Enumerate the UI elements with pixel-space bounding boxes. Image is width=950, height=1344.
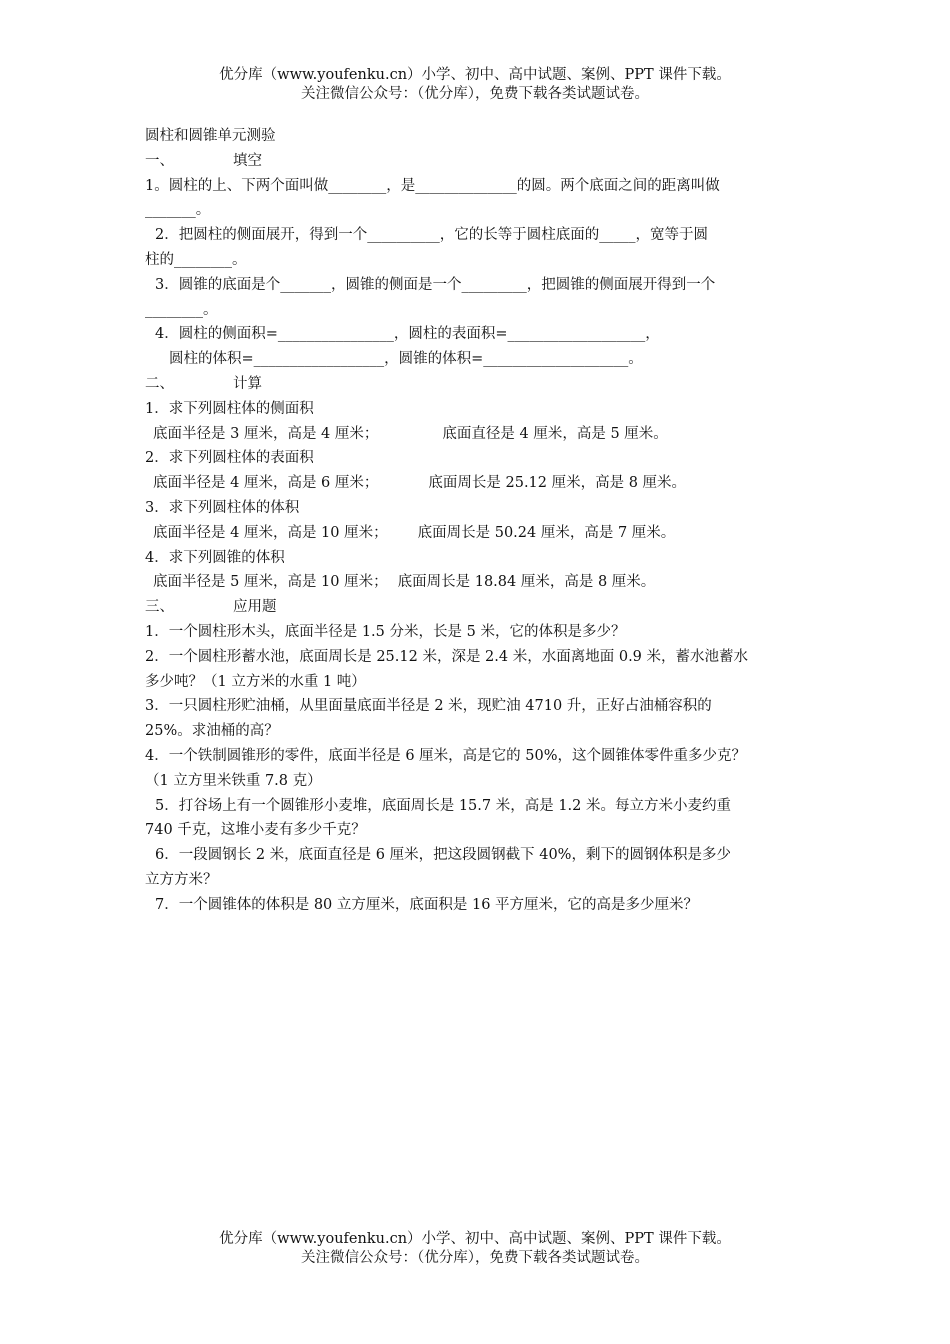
app-q2-line-2: 多少吨？（1 立方米的水重 1 吨） [145, 673, 366, 690]
fill-q1-line-2: _______。 [145, 202, 211, 219]
calc-q4-item-a: 底面半径是 5 厘米，高是 10 厘米； [153, 574, 388, 591]
section-1-label: 填空 [233, 152, 262, 169]
calc-q1-title: 1．求下列圆柱体的侧面积 [145, 400, 314, 417]
calc-q2-items [145, 471, 825, 496]
section-2-number: 二、 [145, 375, 174, 392]
page-header [0, 66, 950, 104]
footer-line-1: 优分库（www.youfenku.cn）小学、初中、高中试题、案例、PPT 课件下载。 [219, 1231, 731, 1247]
app-q3-line-2: 25%。求油桶的高？ [145, 723, 279, 740]
fill-q1-line-1: 1。圆柱的上、下两个面叫做________，是______________的圆。两个底面之间的距离叫做 [145, 177, 720, 194]
fill-q4-line-2: 圆柱的体积=__________________，圆锥的体积=____________________。 [169, 351, 643, 368]
section-1-number: 一、 [145, 152, 174, 169]
calc-q3-title: 3．求下列圆柱体的体积 [145, 499, 300, 516]
app-q7: 7．一个圆锥体的体积是 80 立方厘米，底面积是 16 平方厘米，它的高是多少厘米？ [155, 896, 699, 913]
section-2-label: 计算 [233, 375, 262, 392]
section-2-heading [145, 372, 825, 397]
section-3-number: 三、 [145, 599, 174, 616]
calc-q4-item-b: 底面周长是 18.84 厘米，高是 8 厘米。 [397, 574, 656, 591]
document-body [145, 124, 825, 918]
app-q5-line-1: 5．打谷场上有一个圆锥形小麦堆，底面周长是 15.7 米，高是 1.2 米。每立方米小麦约重 [155, 797, 732, 814]
page-footer [0, 1230, 950, 1268]
fill-q2-line-2: 柱的________。 [145, 251, 247, 268]
app-q4-line-2: （1 立方里米铁重 7.8 克） [145, 772, 322, 789]
document-title: 圆柱和圆锥单元测验 [145, 128, 276, 144]
calc-q4-title: 4．求下列圆锥的体积 [145, 549, 285, 566]
footer-line-2: 关注微信公众号：（优分库），免费下载各类试题试卷。 [301, 1250, 649, 1266]
app-q6-line-1: 6．一段圆钢长 2 米，底面直径是 6 厘米，把这段圆钢截下 40%，剩下的圆钢体积是多少 [155, 847, 731, 864]
header-line-2: 关注微信公众号：（优分库），免费下载各类试题试卷。 [301, 86, 649, 102]
app-q1: 1．一个圆柱形木头，底面半径是 1.5 分米，长是 5 米，它的体积是多少？ [145, 623, 626, 640]
calc-q4-items [145, 570, 825, 595]
app-q5-line-2: 740 千克，这堆小麦有多少千克？ [145, 822, 366, 839]
app-q2-line-1: 2．一个圆柱形蓄水池，底面周长是 25.12 米，深是 2.4 米，水面离地面 0.9 米，蓄水池蓄水 [145, 648, 749, 665]
app-q3-line-1: 3．一只圆柱形贮油桶，从里面量底面半径是 2 米，现贮油 4710 升，正好占油桶容积的 [145, 698, 712, 715]
calc-q1-items [145, 422, 825, 447]
calc-q1-item-a: 底面半径是 3 厘米，高是 4 厘米； [153, 425, 379, 442]
section-1-heading [145, 149, 825, 174]
fill-q4-line-1: 4．圆柱的侧面积=________________，圆柱的表面积=___________________， [155, 326, 660, 343]
calc-q3-item-b: 底面周长是 50.24 厘米，高是 7 厘米。 [417, 524, 676, 541]
calc-q2-item-a: 底面半径是 4 厘米，高是 6 厘米； [153, 475, 379, 492]
calc-q2-title: 2．求下列圆柱体的表面积 [145, 450, 314, 467]
section-3-label: 应用题 [233, 599, 277, 616]
calc-q2-item-b: 底面周长是 25.12 厘米，高是 8 厘米。 [428, 475, 687, 492]
calc-q3-items [145, 521, 825, 546]
fill-q3-line-1: 3．圆锥的底面是个_______，圆锥的侧面是一个_________，把圆锥的侧面展开得到一个 [155, 276, 716, 293]
header-line-1: 优分库（www.youfenku.cn）小学、初中、高中试题、案例、PPT 课件下载。 [219, 67, 731, 83]
app-q4-line-1: 4．一个铁制圆锥形的零件，底面半径是 6 厘米，高是它的 50%，这个圆锥体零件重多少克？ [145, 747, 747, 764]
calc-q1-item-b: 底面直径是 4 厘米，高是 5 厘米。 [442, 425, 668, 442]
fill-q2-line-1: 2．把圆柱的侧面展开，得到一个__________，它的长等于圆柱底面的_____，宽等于圆 [155, 227, 708, 244]
section-3-heading [145, 595, 825, 620]
calc-q3-item-a: 底面半径是 4 厘米，高是 10 厘米； [153, 524, 388, 541]
fill-q3-line-2: ________。 [145, 301, 218, 318]
app-q6-line-2: 立方方米？ [145, 871, 218, 888]
